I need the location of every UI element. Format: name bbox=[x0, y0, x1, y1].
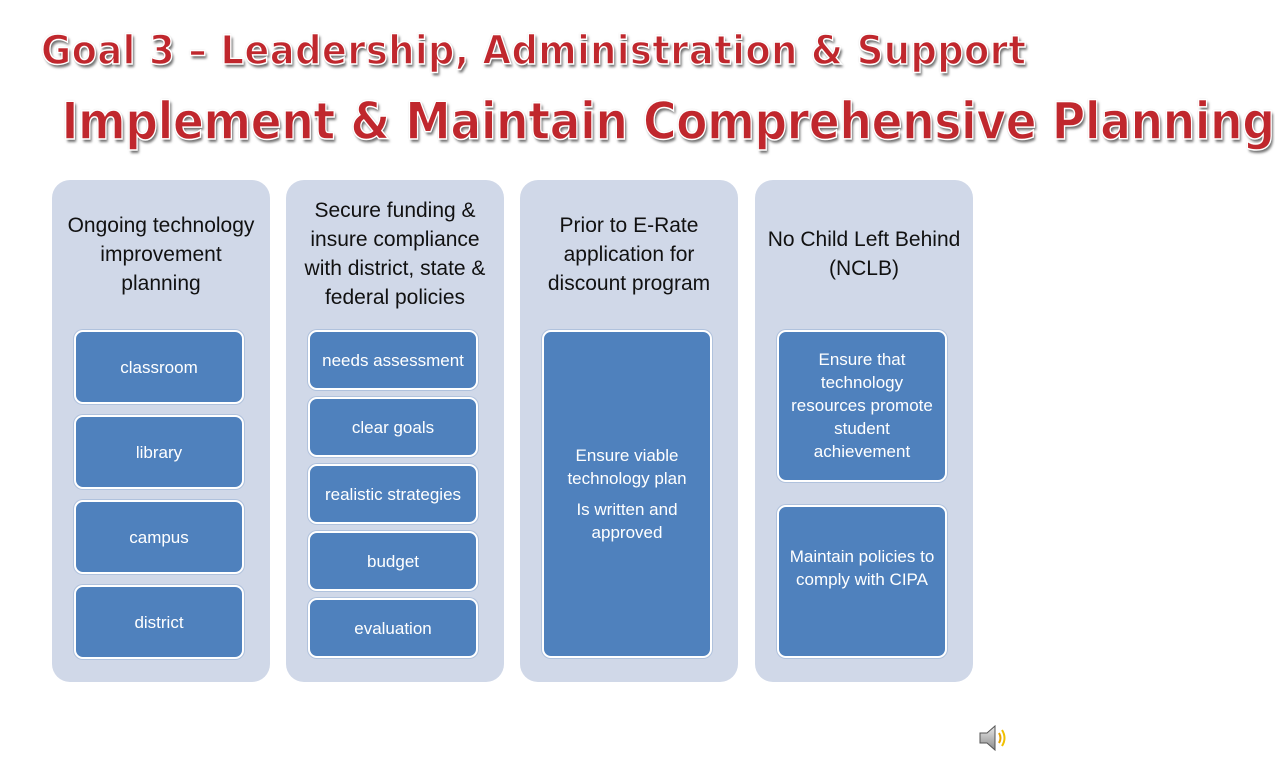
item-label: library bbox=[135, 442, 183, 462]
item-box bbox=[777, 505, 947, 658]
item-box bbox=[777, 330, 947, 482]
item-label: classroom bbox=[120, 357, 198, 377]
column-planning bbox=[52, 180, 270, 682]
item-box bbox=[74, 415, 244, 489]
column-heading: Prior to E-Rate application for discount program bbox=[547, 213, 711, 295]
item-label: needs assessment bbox=[322, 350, 464, 370]
item-box bbox=[308, 598, 478, 658]
item-label: clear goals bbox=[351, 417, 435, 437]
column-heading: No Child Left Behind (NCLB) bbox=[767, 228, 961, 280]
item-box bbox=[74, 330, 244, 404]
item-box bbox=[542, 330, 712, 658]
item-label: district bbox=[134, 612, 184, 632]
item-label: Ensure viable technology plan bbox=[567, 446, 687, 488]
item-box bbox=[308, 330, 478, 390]
item-label: budget bbox=[367, 551, 419, 571]
item-box bbox=[308, 464, 478, 524]
item-box bbox=[308, 531, 478, 591]
item-label: Maintain policies to comply with CIPA bbox=[789, 547, 935, 589]
item-box bbox=[308, 397, 478, 457]
column-nclb bbox=[755, 180, 973, 682]
item-box bbox=[74, 585, 244, 659]
slide-subtitle: Implement & Maintain Comprehensive Planning bbox=[61, 92, 1275, 152]
column-heading: Ongoing technology improvement planning bbox=[67, 213, 255, 295]
item-label: realistic strategies bbox=[324, 484, 462, 504]
item-box bbox=[74, 500, 244, 574]
column-erate bbox=[520, 180, 738, 682]
slide-title: Goal 3 – Leadership, Administration & Support bbox=[40, 28, 1027, 74]
column-heading: Secure funding & insure compliance with district, state & federal policies bbox=[304, 199, 486, 309]
column-funding bbox=[286, 180, 504, 682]
item-label: campus bbox=[129, 527, 189, 547]
speaker-icon[interactable] bbox=[978, 723, 1010, 753]
item-label: Ensure that technology resources promote student achievement bbox=[791, 350, 933, 461]
item-label: evaluation bbox=[354, 618, 432, 638]
item-label: Is written and approved bbox=[576, 500, 678, 542]
